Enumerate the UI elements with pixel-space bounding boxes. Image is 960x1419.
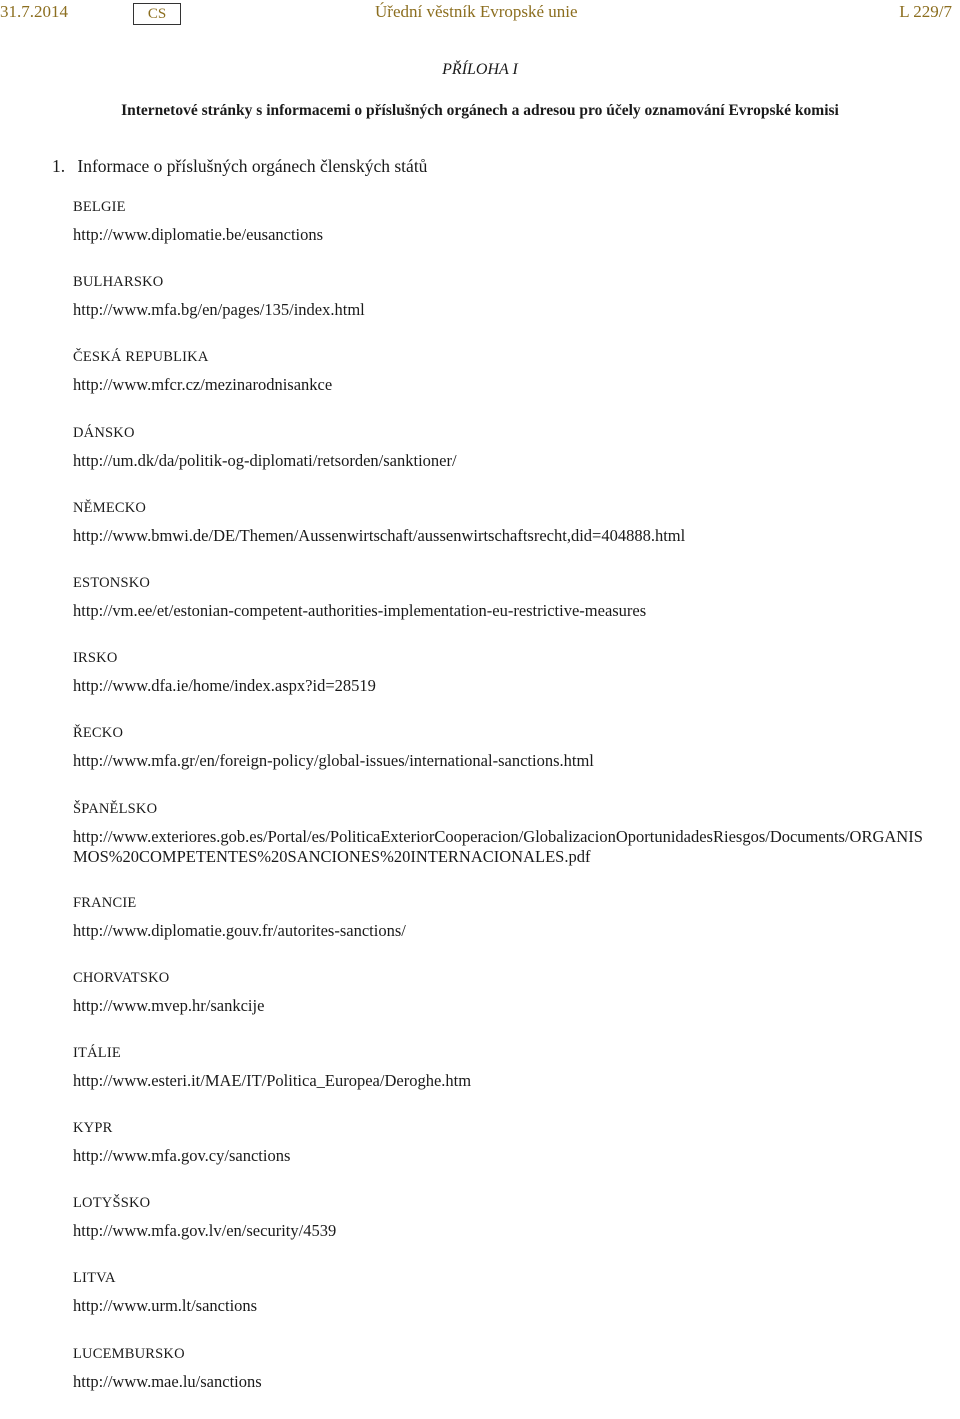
- country-name: LOTYŠSKO: [73, 1195, 151, 1212]
- country-name: BULHARSKO: [73, 274, 164, 291]
- country-name: CHORVATSKO: [73, 969, 170, 986]
- list-item: [73, 893, 933, 968]
- country-name: NĚMECKO: [73, 499, 147, 516]
- list-item: [73, 272, 933, 347]
- country-name: ESTONSKO: [73, 574, 151, 591]
- authority-url[interactable]: http://www.mfa.gr/en/foreign-policy/global-issues/international-sanctions.html: [73, 751, 594, 771]
- authority-url[interactable]: http://vm.ee/et/estonian-competent-authorities-implementation-eu-restrictive-measures: [73, 600, 647, 620]
- list-item: [73, 573, 933, 648]
- list-item: [73, 1193, 933, 1268]
- list-item: [73, 648, 933, 723]
- publication-date: 31.7.2014: [0, 2, 68, 21]
- authority-url[interactable]: http://www.mae.lu/sanctions: [73, 1371, 262, 1391]
- country-name: DÁNSKO: [73, 424, 135, 441]
- authority-url[interactable]: http://www.esteri.it/MAE/IT/Politica_Europea/Deroghe.htm: [73, 1070, 472, 1090]
- list-item: [73, 1118, 933, 1193]
- section-title: Informace o příslušných orgánech členských států: [77, 156, 428, 176]
- section-heading: [52, 156, 427, 177]
- authority-list: [73, 197, 933, 1419]
- authority-url[interactable]: http://www.mvep.hr/sankcije: [73, 995, 265, 1015]
- list-item: [73, 498, 933, 573]
- annex-subtitle: Internetové stránky s informacemi o příslušných orgánech a adresou pro účely oznamování Evropské komisi: [121, 102, 839, 119]
- country-name: ŘECKO: [73, 725, 124, 742]
- country-name: ŠPANĚLSKO: [73, 800, 158, 817]
- journal-title: Úřední věstník Evropské unie: [375, 2, 578, 21]
- list-item: [73, 1268, 933, 1343]
- list-item: [73, 1344, 933, 1419]
- language-code-box: CS: [133, 3, 181, 25]
- country-name: LUCEMBURSKO: [73, 1345, 185, 1362]
- authority-url[interactable]: http://www.mfa.gov.lv/en/security/4539: [73, 1221, 337, 1241]
- country-name: KYPR: [73, 1120, 113, 1137]
- list-item: [73, 347, 933, 422]
- authority-url[interactable]: http://um.dk/da/politik-og-diplomati/retsorden/sanktioner/: [73, 450, 457, 470]
- list-item: [73, 723, 933, 798]
- authority-url[interactable]: http://www.diplomatie.gouv.fr/autorites-sanctions/: [73, 920, 406, 940]
- country-name: BELGIE: [73, 199, 126, 215]
- authority-url[interactable]: http://www.diplomatie.be/eusanctions: [73, 225, 324, 244]
- country-name: ITÁLIE: [73, 1044, 121, 1061]
- authority-url[interactable]: http://www.mfcr.cz/mezinarodnisankce: [73, 375, 333, 395]
- list-item: [73, 423, 933, 498]
- list-item: [73, 197, 933, 272]
- list-item: [73, 1043, 933, 1118]
- list-item: [73, 799, 933, 893]
- authority-url[interactable]: http://www.urm.lt/sanctions: [73, 1296, 258, 1316]
- list-item: [73, 968, 933, 1043]
- section-number: 1.: [52, 156, 66, 176]
- authority-url[interactable]: http://www.bmwi.de/DE/Themen/Aussenwirtschaft/aussenwirtschaftsrecht,did=404888.html: [73, 525, 686, 545]
- authority-url[interactable]: http://www.dfa.ie/home/index.aspx?id=28519: [73, 676, 376, 696]
- annex-title: PŘÍLOHA I: [442, 61, 518, 78]
- authority-url[interactable]: http://www.mfa.gov.cy/sanctions: [73, 1146, 291, 1166]
- page-header: [0, 2, 960, 28]
- country-name: IRSKO: [73, 650, 118, 667]
- authority-url[interactable]: http://www.mfa.bg/en/pages/135/index.html: [73, 300, 365, 320]
- country-name: LITVA: [73, 1270, 116, 1287]
- authority-url[interactable]: http://www.exteriores.gob.es/Portal/es/PoliticaExteriorCooperacion/GlobalizacionOportunidadesRiesgos/Documents/ORGANISMOS%20COMPETENTES%20SANCIONES%20INTERNACIONALES.pdf: [73, 826, 923, 866]
- country-name: FRANCIE: [73, 894, 137, 911]
- page-reference: L 229/7: [899, 2, 952, 21]
- country-name: ČESKÁ REPUBLIKA: [73, 349, 209, 366]
